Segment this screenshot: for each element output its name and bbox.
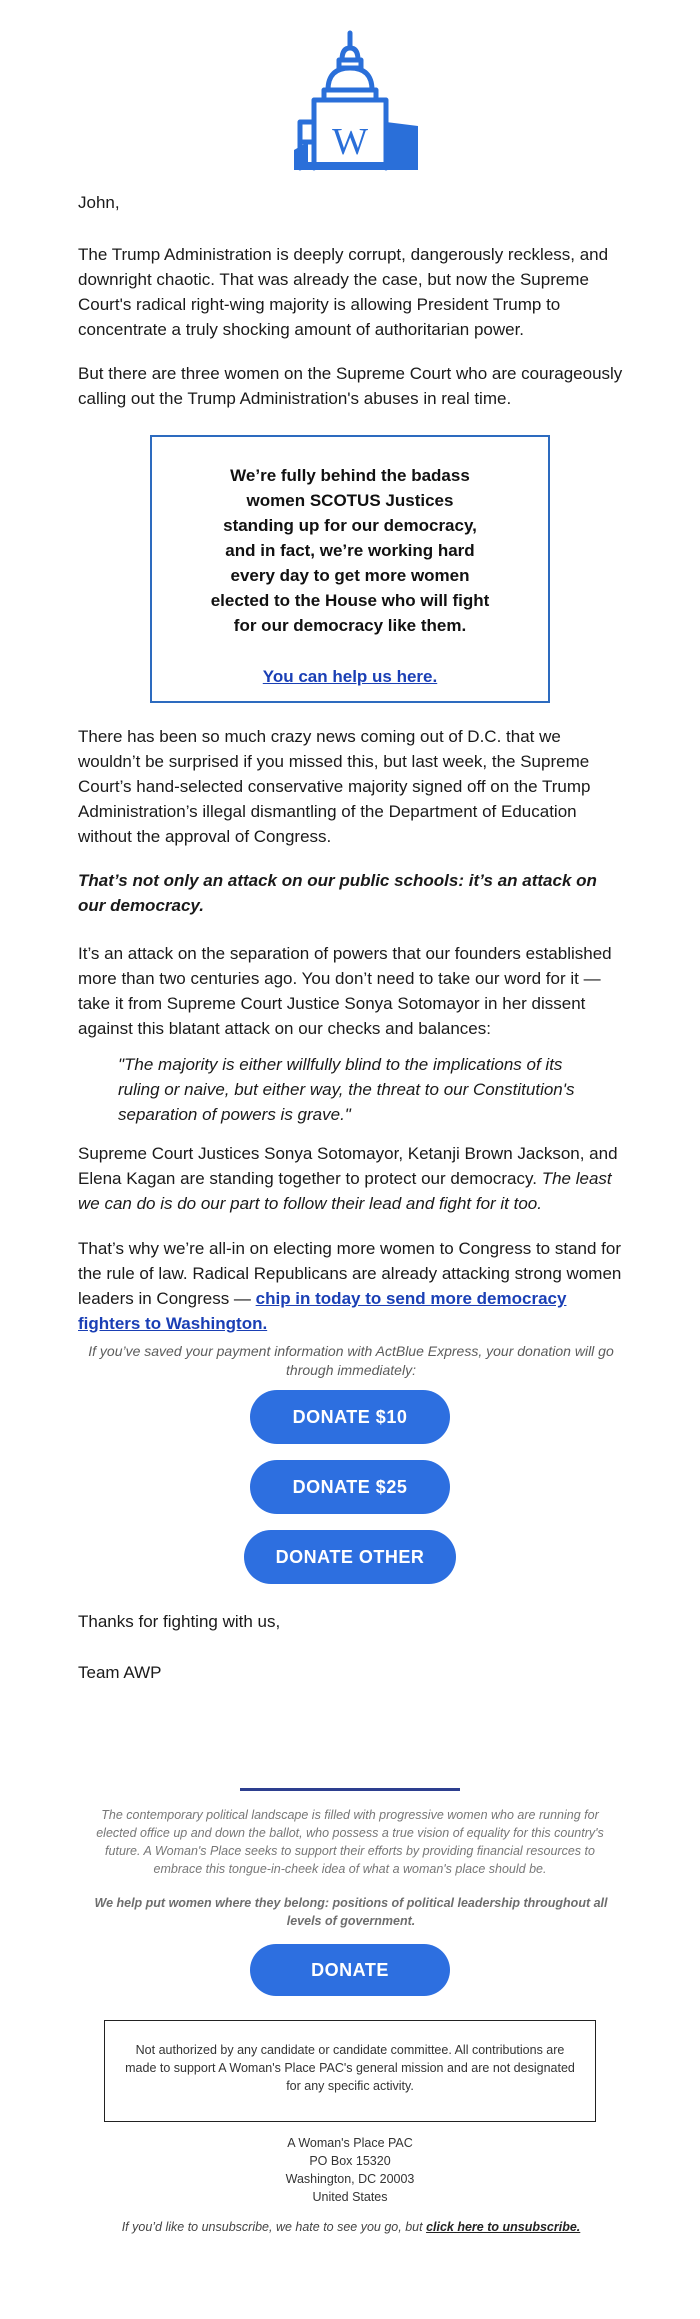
mailing-address [200,2134,500,2206]
address-line: PO Box 15320 [309,2154,391,2168]
capitol-dome-logo [280,30,420,175]
chip-in-link[interactable]: chip in today to send more democracy fighters to Washington. [78,1289,567,1333]
paragraph-three-women: But there are three women on the Supreme Court who are courageously calling out the Trump Administration's abuses in real time. [78,364,623,408]
address-line: Washington, DC 20003 [285,2172,415,2186]
paragraph-education-ruling: There has been so much crazy news coming out of D.C. that we wouldn’t be surprised if you missed this, but last week, the Supreme Court’s hand-selected conservative majority signed off on the Trump Administration’s illegal dismantling of the Department of Education without the approval of Congress. [78,727,591,846]
footer-mission: We help put women where they belong: positions of political leadership throughout all levels of government. [94,1896,608,1928]
donate-10-button[interactable]: DONATE $10 [250,1390,450,1444]
paragraph-intro: The Trump Administration is deeply corrupt, dangerously reckless, and downright chaotic. That was already the case, but now the Supreme Court's radical right-wing majority is allowing President Trump to concentrate a truly shocking amount of authoritarian power. [78,245,609,339]
callout-box [150,435,550,703]
address-line: United States [312,2190,388,2204]
paragraph-attack-democracy: That’s not only an attack on our public schools: it’s an attack on our democracy. [78,871,597,915]
callout-text: We’re fully behind the badass women SCOTUS Justices standing up for our democracy, and in fact, we’re working hard every day to get more women elected to the House who will fight for our democracy like them. [210,466,490,635]
unsubscribe-text: If you’d like to unsubscribe, we hate to see you go, but [121,2220,427,2234]
footer-divider [240,1788,460,1791]
disclaimer-box [104,2020,596,2122]
paragraph-separation-powers: It’s an attack on the separation of powers that our founders established more than two centuries ago. You don’t need to take our word for it — take it from Supreme Court Justice Sonya Sotomayor in her dissent against this blatant attack on our checks and balances: [78,944,612,1038]
address-line: A Woman's Place PAC [287,2136,413,2150]
donate-25-button[interactable]: DONATE $25 [250,1460,450,1514]
paragraph-justices [78,1141,624,1216]
signature: Team AWP [78,1663,162,1682]
unsubscribe-line [78,2218,624,2236]
donate-other-button[interactable]: DONATE OTHER [244,1530,456,1584]
greeting: John, [78,193,120,212]
all-in-text: That’s why we’re all-in on electing more women to Congress to stand for the rule of law. Radical Republicans are already attacking strong women leaders in Congress — [78,1239,622,1308]
disclaimer-text: Not authorized by any candidate or candidate committee. All contributions are made to support A Woman's Place PAC's general mission and are not designated for any specific activity. [125,2043,575,2093]
svg-text:W: W [332,121,368,163]
sotomayor-quote: "The majority is either willfully blind to the implications of its ruling or naive, but either way, the threat to our Constitution's separation of powers is grave." [118,1055,575,1124]
paragraph-all-in [78,1236,624,1336]
justices-text: Supreme Court Justices Sonya Sotomayor, Ketanji Brown Jackson, and Elena Kagan are standing together to protect our democracy. [78,1144,618,1188]
footer-about: The contemporary political landscape is filled with progressive women who are running for elected office up and down the ballot, who possess a true vision of equality for this country's future. A Woman's Place seeks to support their efforts by providing financial resources to embrace this tongue-in-cheek idea of what a woman's place should be. [96,1808,604,1876]
justices-emphasis: The least we can do is do our part to follow their lead and fight for it too. [78,1169,612,1213]
callout-help-link[interactable]: You can help us here. [262,667,438,686]
signoff: Thanks for fighting with us, [78,1612,281,1631]
actblue-express-note: If you’ve saved your payment information with ActBlue Express, your donation will go through immediately: [88,1343,614,1378]
unsubscribe-link[interactable]: click here to unsubscribe. [426,2220,581,2234]
footer-donate-button[interactable]: DONATE [250,1944,450,1996]
